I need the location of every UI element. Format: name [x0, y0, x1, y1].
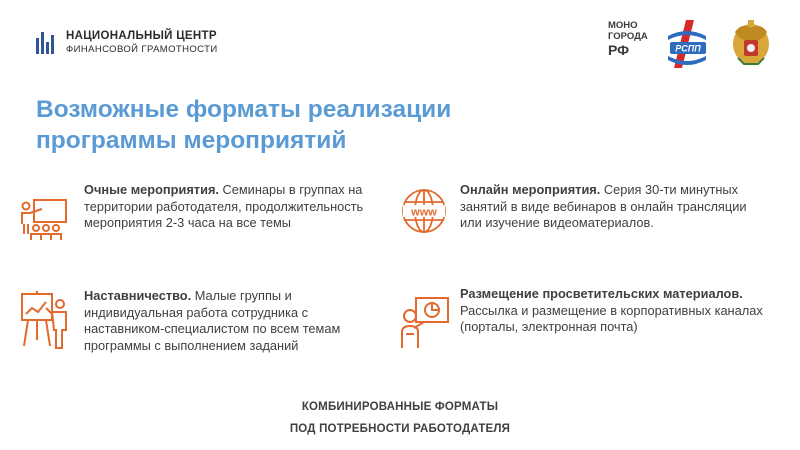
- format-online: [400, 182, 770, 262]
- www-globe-icon: [400, 186, 448, 236]
- coat-of-arms-icon: [730, 18, 772, 68]
- format-heading: Онлайн мероприятия.: [460, 182, 601, 197]
- logo-line-1: НАЦИОНАЛЬНЫЙ ЦЕНТР: [66, 30, 217, 42]
- title-line-1: Возможные форматы реализации: [36, 96, 452, 123]
- format-in-person-text: [84, 182, 384, 232]
- caption-line-1: КОМБИНИРОВАННЫЕ ФОРМАТЫ: [301, 401, 499, 413]
- slide-title: [36, 94, 596, 156]
- format-body: Серия 30-ти минутных занятий в виде вебинаров в онлайн трансляции или изучение видеоматериалов.: [460, 182, 747, 230]
- ncfg-logo: [36, 28, 236, 58]
- format-mentoring-text: [84, 288, 384, 354]
- svg-text:www: www: [411, 206, 437, 219]
- format-materials-text: [460, 286, 765, 336]
- logo-line-2: ФИНАНСОВОЙ ГРАМОТНОСТИ: [66, 44, 218, 55]
- format-mentoring: [18, 288, 373, 378]
- format-materials: [400, 286, 770, 366]
- combined-formats-caption: [0, 396, 800, 440]
- mono-line-3: РФ: [608, 42, 630, 58]
- bar-chart-logo-icon: [36, 30, 56, 54]
- presenter-screen-icon: [400, 294, 450, 350]
- format-in-person: [18, 182, 373, 262]
- monogoroda-logo: [608, 20, 648, 68]
- format-body: Рассылка и размещение в корпоративных каналах (порталы, электронная почта): [460, 302, 763, 334]
- format-body: Семинары в группах на территории работодателя, продолжительность мероприятия 2-3 часа на все темы: [84, 182, 364, 230]
- caption-line-2: ПОД ПОТРЕБНОСТИ РАБОТОДАТЕЛЯ: [289, 423, 511, 435]
- format-online-text: [460, 182, 760, 232]
- format-heading: Очные мероприятия.: [84, 182, 219, 197]
- format-heading: Размещение просветительских материалов.: [460, 286, 743, 301]
- mono-line-1: МОНО: [608, 20, 638, 31]
- title-line-2: программы мероприятий: [36, 127, 347, 154]
- presentation-audience-icon: [20, 196, 68, 244]
- rspp-label: РСПП: [675, 43, 701, 54]
- mono-line-2: ГОРОДА: [608, 31, 648, 42]
- mentor-easel-icon: [20, 290, 70, 352]
- format-heading: Наставничество.: [84, 288, 192, 303]
- rspp-logo-icon: [664, 18, 710, 70]
- format-body: Малые группы и индивидуальная работа сотрудника с наставником-специалистом по всем темам программы с выполнением заданий: [84, 288, 341, 353]
